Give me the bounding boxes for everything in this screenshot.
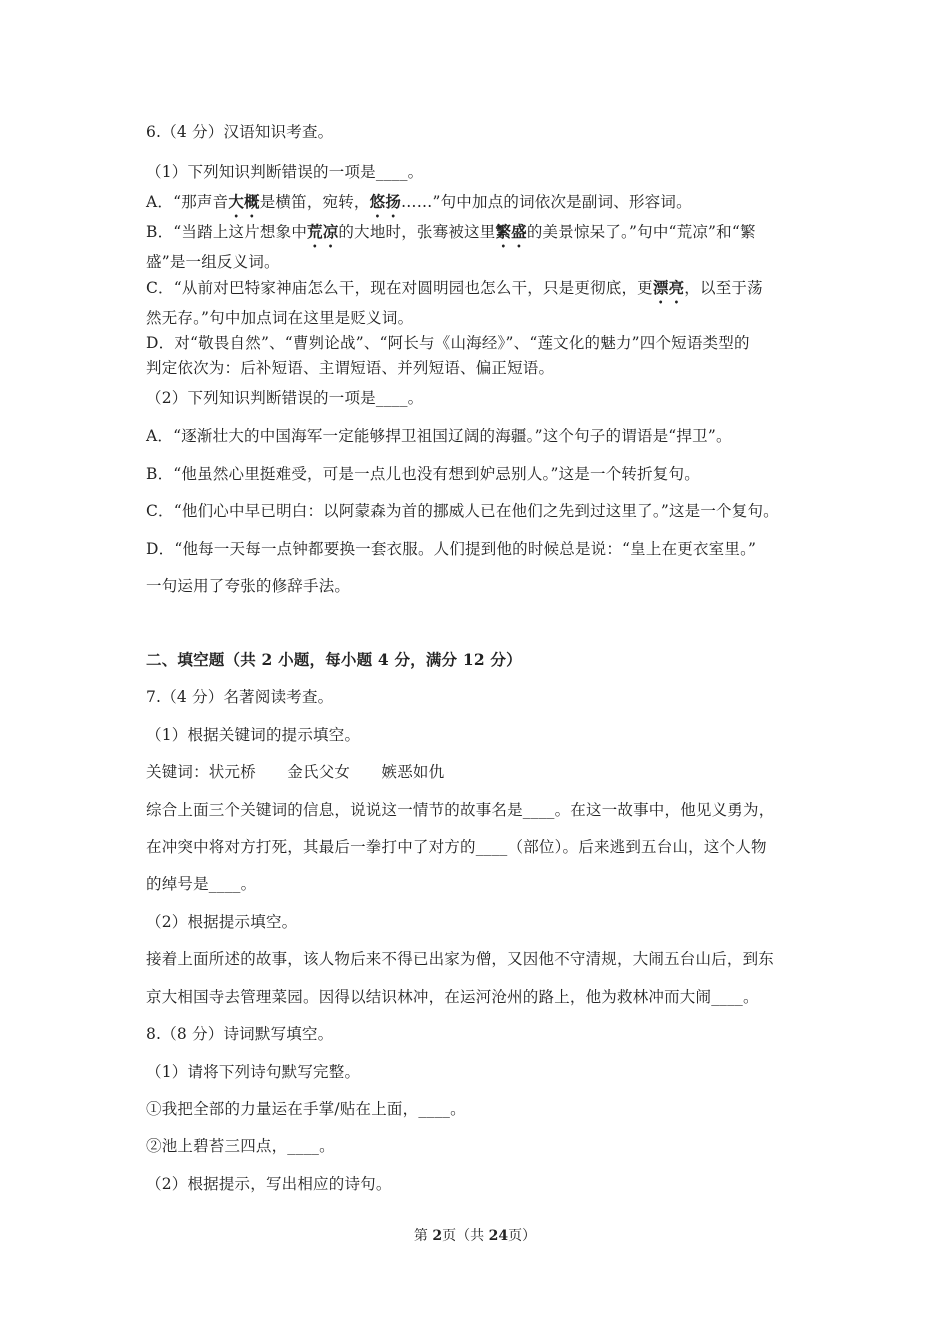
q6-part2-prompt: （2）下列知识判断错误的一项是____。	[146, 389, 424, 407]
q7-keywords: 关键词：状元桥 金氏父女 嫉恶如仇	[146, 763, 445, 781]
q8-item-1: ①我把全部的力量运在手掌/贴在上面，____。	[146, 1100, 466, 1118]
q8-item-2: ②池上碧苔三四点，____。	[146, 1137, 335, 1155]
emphasized-word: 荒凉	[307, 222, 339, 241]
q6-part2-option-a: A．“逐渐壮大的中国海军一定能够捍卫祖国辽阔的海疆。”这个句子的谓语是“捍卫”。	[146, 427, 732, 445]
q6-option-d: D．对“敬畏自然”、“曹刿论战”、“阿长与《山海经》”、“莲文化的魅力”四个短语类型的	[146, 334, 750, 352]
q6-part2-option-d: D．“他每一天每一点钟都要换一套衣服。人们提到他的时候总是说：“皇上在更衣室里。”	[146, 540, 757, 558]
q8-part2-prompt: （2）根据提示，写出相应的诗句。	[146, 1175, 392, 1193]
q6-part2-option-c: C．“他们心中早已明白：以阿蒙森为首的挪威人已在他们之先到过这里了。”这是一个复句。	[146, 502, 779, 520]
q6-title: 6.（4 分）汉语知识考查。	[146, 123, 334, 141]
emphasized-word: 漂亮	[652, 278, 685, 297]
emphasized-word: 悠扬	[369, 192, 402, 211]
q6-option-d-cont: 判定依次为：后补短语、主谓短语、并列短语、偏正短语。	[146, 359, 555, 377]
q6-part1-prompt: （1）下列知识判断错误的一项是____。	[146, 163, 424, 181]
q6-part2-option-b: B．“他虽然心里挺难受，可是一点儿也没有想到妒忌别人。”这是一个转折复句。	[146, 465, 700, 483]
q6-part2-option-d-cont: 一句运用了夸张的修辞手法。	[146, 577, 351, 595]
emphasized-word: 大概	[228, 192, 260, 211]
q6-option-b: B．“当踏上这片想象中荒凉的大地时，张骞被这里繁盛的美景惊呆了。”句中“荒凉”和“繁	[146, 222, 756, 241]
q7-line-4: 接着上面所述的故事，该人物后来不得已出家为僧，又因他不守清规，大闹五台山后，到东	[146, 950, 775, 968]
q7-line-5: 京大相国寺去管理菜园。因得以结识林冲，在运河沧州的路上，他为救林冲而大闹____。	[146, 988, 759, 1006]
q8-part1-prompt: （1）请将下列诗句默写完整。	[146, 1063, 361, 1081]
q6-option-c-cont: 然无存。”句中加点词在这里是贬义词。	[146, 309, 414, 327]
section-heading: 二、填空题（共 2 小题，每小题 4 分，满分 12 分）	[146, 650, 522, 669]
q6-option-a: A．“那声音大概是横笛，宛转，悠扬……”句中加点的词依次是副词、形容词。	[146, 192, 692, 211]
page-total: 24	[488, 1228, 509, 1244]
emphasized-word: 繁盛	[495, 222, 527, 241]
q7-line-1: 综合上面三个关键词的信息，说说这一情节的故事名是____。在这一故事中，他见义勇为，	[146, 801, 775, 819]
q8-title: 8.（8 分）诗词默写填空。	[146, 1025, 334, 1043]
q7-part2-prompt: （2）根据提示填空。	[146, 913, 298, 931]
q6-option-c: C．“从前对巴特家神庙怎么干，现在对圆明园也怎么干，只是更彻底，更漂亮，以至于荡	[146, 278, 763, 297]
q6-option-b-cont: 盛”是一组反义词。	[146, 253, 280, 271]
q7-part1-prompt: （1）根据关键词的提示填空。	[146, 726, 361, 744]
q7-line-2: 在冲突中将对方打死，其最后一拳打中了对方的____（部位）。后来逃到五台山，这个人物	[146, 838, 767, 856]
page-footer: 第 2页（共 24页）	[413, 1228, 537, 1244]
q7-title: 7.（4 分）名著阅读考查。	[146, 688, 334, 706]
page-number: 2	[432, 1228, 443, 1244]
q7-line-3: 的绰号是____。	[146, 875, 257, 893]
